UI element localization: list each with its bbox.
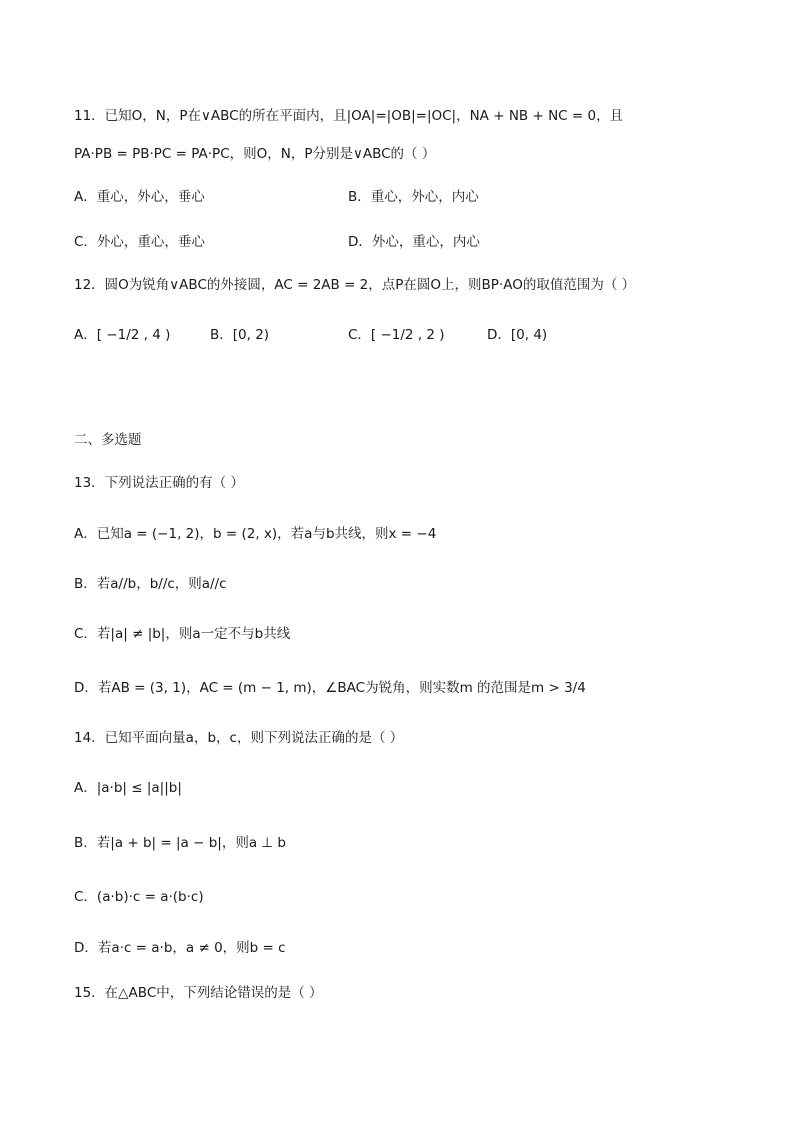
q13-option-a: A．已知a = (−1, 2)，b = (2, x)，若a与b共线，则x = −4 bbox=[74, 526, 437, 542]
q13-option-d: D．若AB = (3, 1)，AC = (m − 1, m)，∠BAC为锐角，则实数m 的范围是m > 3/4 bbox=[74, 680, 586, 696]
q12-option-d: D．[0, 4) bbox=[487, 327, 548, 343]
q14-option-a: A．|a·b| ≤ |a||b| bbox=[74, 780, 182, 796]
q11-stem-line2: PA·PB = PB·PC = PA·PC，则O，N，P分别是∨ABC的（ ） bbox=[74, 146, 436, 162]
q14-option-b: B．若|a + b| = |a − b|，则a ⊥ b bbox=[74, 835, 287, 851]
q11-stem-line1: 11．已知O，N，P在∨ABC的所在平面内，且|OA|=|OB|=|OC|，NA + NB + NC = 0，且 bbox=[74, 108, 624, 124]
q11-option-c: C．外心，重心，垂心 bbox=[74, 234, 205, 250]
q15-stem: 15．在△ABC中，下列结论错误的是（ ） bbox=[74, 985, 323, 1001]
q14-option-c: C．(a·b)·c = a·(b·c) bbox=[74, 889, 204, 905]
q12-option-b: B．[0, 2) bbox=[210, 327, 270, 343]
q11-option-b: B．重心，外心，内心 bbox=[348, 189, 479, 205]
q12-option-a: A．[ −1/2 , 4 ) bbox=[74, 327, 171, 343]
q12-option-c: C．[ −1/2 , 2 ) bbox=[348, 327, 445, 343]
q14-stem: 14．已知平面向量a，b，c，则下列说法正确的是（ ） bbox=[74, 730, 404, 746]
q11-option-a: A．重心，外心，垂心 bbox=[74, 189, 205, 205]
q12-stem: 12．圆O为锐角∨ABC的外接圆，AC = 2AB = 2，点P在圆O上，则BP·AO的取值范围为（ ） bbox=[74, 277, 636, 293]
q13-stem: 13．下列说法正确的有（ ） bbox=[74, 475, 244, 491]
q13-option-b: B．若a//b，b//c，则a//c bbox=[74, 576, 227, 592]
q13-option-c: C．若|a| ≠ |b|，则a一定不与b共线 bbox=[74, 626, 291, 642]
q14-option-d: D．若a·c = a·b，a ≠ 0，则b = c bbox=[74, 940, 286, 956]
section-title-multiple-choice: 二、多选题 bbox=[74, 432, 142, 448]
q11-option-d: D．外心，重心，内心 bbox=[348, 234, 480, 250]
